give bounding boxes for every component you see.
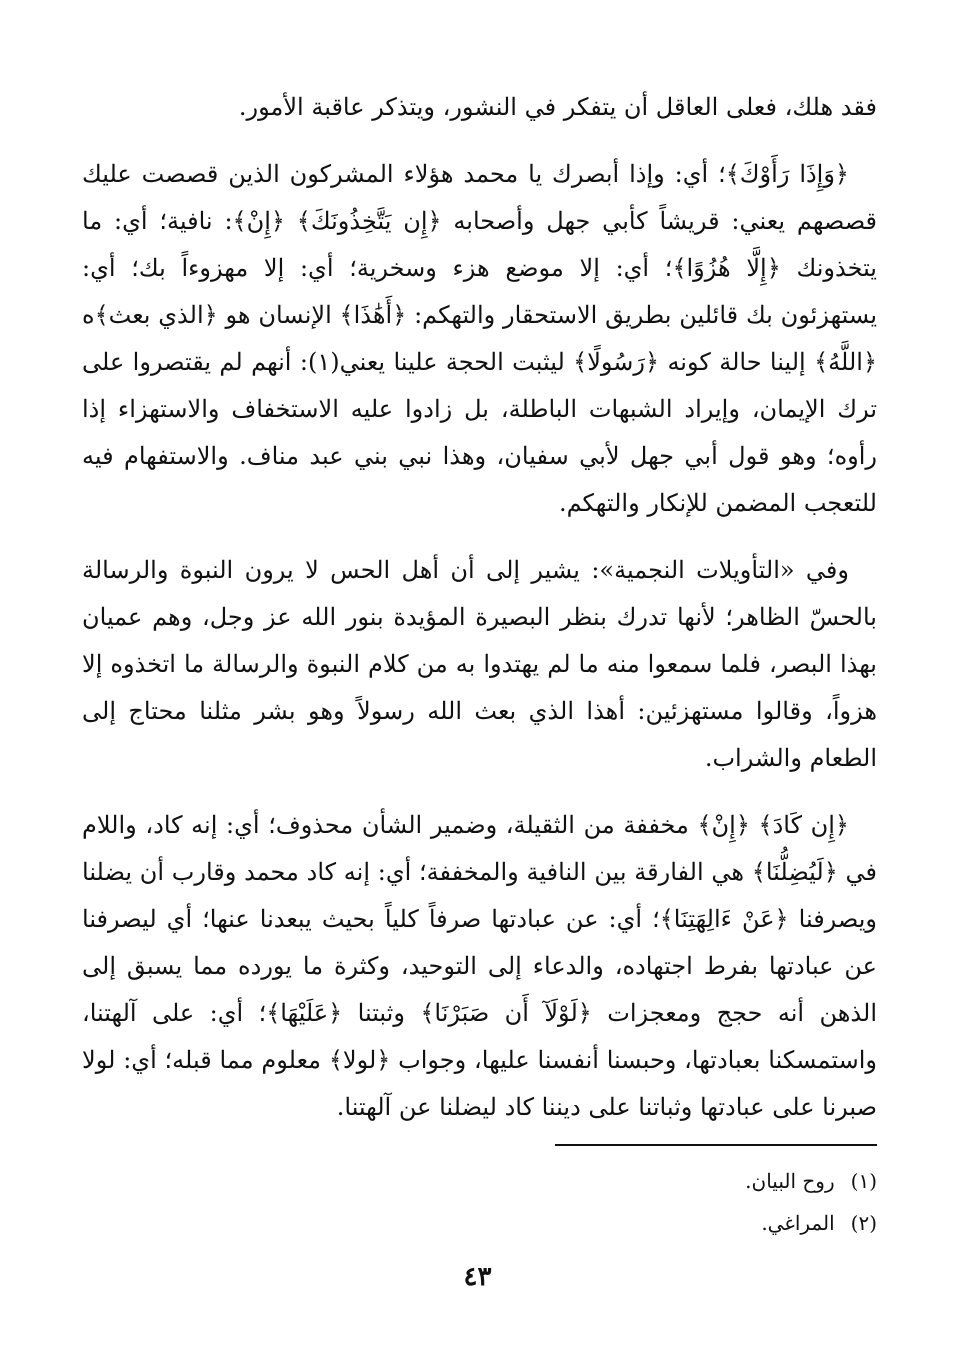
footnote-item (477, 1202, 877, 1244)
footnote-number: (٢) (850, 1211, 877, 1235)
page-number: ٤٣ (463, 1262, 492, 1292)
paragraph-2-text: ﴿وَإِذَا رَأَوْكَ﴾؛ أي: وإذا أبصرك يا محمد هؤلاء المشركون الذين قصصت عليك قصصهم يعني: قريشاً كأبي جهل وأصحابه ﴿إِن يَتَّخِذُونَكَ﴾ ﴿إِنْ﴾: نافية؛ أي: ما يتخذونك ﴿إِلَّا هُزُوًا﴾؛ أي: إلا موضع هزء وسخرية؛ أي: إلا مهزوءاً بك؛ أي: يستهزئون بك قائلين بطريق الاستحقار والتهكم: ﴿أَهَٰذَا﴾ الإنسان هو ﴿الذي بعث﴾ه ﴿اللَّهُ﴾ إلينا حالة كونه ﴿رَسُولًا﴾ ليثبت الحجة علينا يعني(١): أنهم لم يقتصروا على ترك الإيمان، وإيراد الشبهات الباطلة، بل زادوا عليه الاستخفاف والاستهزاء إذا رأوه؛ وهو قول أبي جهل لأبي سفيان، وهذا نبي بني عبد مناف. والاستفهام فيه للتعجب المضمن للإنكار والتهكم. (82, 160, 878, 517)
footnote-separator (555, 1144, 877, 1146)
paragraph-3 (82, 547, 877, 782)
footnote-number: (١) (850, 1169, 877, 1193)
footnote-item (477, 1160, 877, 1202)
paragraph-1: فقد هلك، فعلى العاقل أن يتفكر في النشور، ويتذكر عاقبة الأمور. (238, 93, 877, 121)
paragraph-3-text: وفي «التأويلات النجمية»: يشير إلى أن أهل الحس لا يرون النبوة والرسالة بالحسّ الظاهر؛ لأنها تدرك بنظر البصيرة المؤيدة بنور الله عز وجل، وهم عميان بهذا البصر، فلما سمعوا منه ما لم يهتدوا به من كلام النبوة والرسالة ما اتخذوه إلا هزواً، وقالوا مستهزئين: أهذا الذي بعث الله رسولاً وهو بشر مثلنا محتاج إلى الطعام والشراب. (82, 556, 877, 772)
paragraph-4-text: ﴿إِن كَادَ﴾ ﴿إِنْ﴾ مخففة من الثقيلة، وضمير الشأن محذوف؛ أي: إنه كاد، واللام في ﴿لَيُضِلُّنَا﴾ هي الفارقة بين النافية والمخففة؛ أي: إنه كاد محمد وقارب أن يضلنا ويصرفنا ﴿عَنْ ءَالِهَتِنَا﴾؛ أي: عن عبادتها صرفاً كلياً بحيث يبعدنا عنها؛ أي ليصرفنا عن عبادتها بفرط اجتهاده، والدعاء إلى التوحيد، وكثرة ما يورده مما يسبق إلى الذهن أنه حجج ومعجزات ﴿لَوْلَآ أَن صَبَرْنَا﴾ وثبتنا ﴿عَلَيْهَا﴾؛ أي: على آلهتنا، واستمسكنا بعبادتها، وحبسنا أنفسنا عليها، وجواب ﴿لولا﴾ معلوم مما قبله؛ أي: لولا صبرنا على عبادتها وثباتنا على ديننا كاد ليضلنا عن آلهتنا. (82, 811, 877, 1121)
footnote-text: روح البيان. (745, 1169, 835, 1193)
paragraph-2 (82, 151, 877, 527)
footnotes (477, 1160, 877, 1244)
paragraph-4 (82, 802, 877, 1131)
footnote-text: المراغي. (761, 1211, 835, 1235)
